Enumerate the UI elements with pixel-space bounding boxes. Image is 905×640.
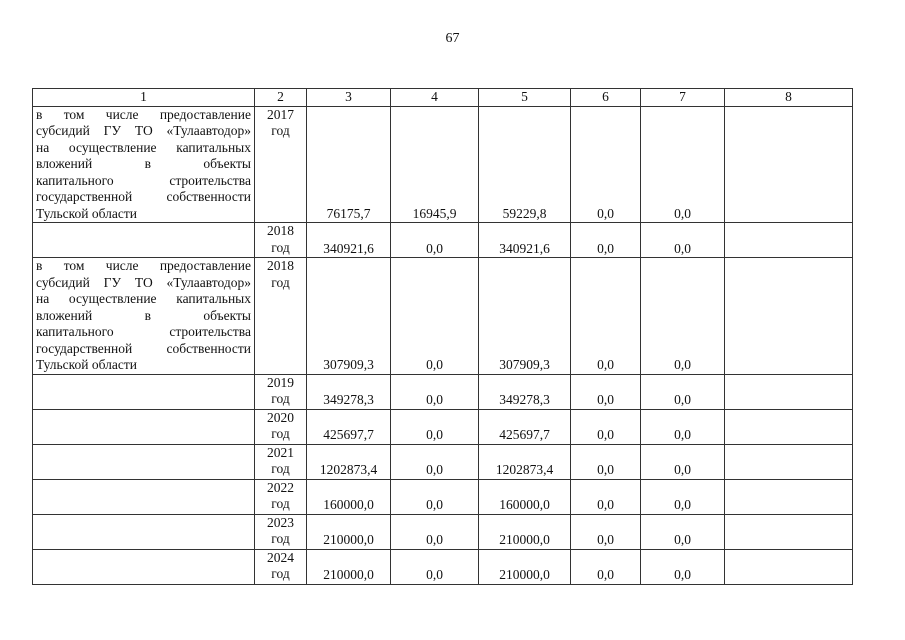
- value-cell-c6: 0,0: [571, 223, 641, 258]
- value-cell-c4: 0,0: [391, 479, 479, 514]
- column-header: 5: [479, 89, 571, 107]
- row-description-cell: [33, 106, 255, 223]
- year-word: год: [271, 531, 290, 546]
- description-line: в том числе предоставление: [36, 106, 251, 122]
- value-cell-c4: 0,0: [391, 444, 479, 479]
- column-header: 2: [255, 89, 307, 107]
- value-cell-c3: 425697,7: [307, 409, 391, 444]
- value-cell-c3: 76175,7: [307, 106, 391, 223]
- value-cell-c6: 0,0: [571, 258, 641, 375]
- year-value: 2017: [267, 106, 294, 122]
- year-value: 2020: [267, 409, 294, 425]
- value-cell-c3: 210000,0: [307, 514, 391, 549]
- year-word: год: [271, 123, 290, 138]
- table-header-row: [33, 89, 853, 107]
- value-cell-c7: 0,0: [641, 106, 725, 223]
- value-cell-c4: 0,0: [391, 374, 479, 409]
- value-cell-c5: 160000,0: [479, 479, 571, 514]
- year-word: год: [271, 391, 290, 406]
- year-word: год: [271, 566, 290, 581]
- description-line: капитального строительства: [36, 324, 251, 339]
- value-cell-c8: [725, 106, 853, 223]
- year-word: год: [271, 274, 290, 290]
- value-cell-c4: 0,0: [391, 514, 479, 549]
- row-description-cell: [33, 549, 255, 584]
- value-cell-c4: 0,0: [391, 549, 479, 584]
- table-row: [33, 374, 853, 409]
- value-cell-c4: 0,0: [391, 223, 479, 258]
- description-line: Тульской области: [36, 357, 137, 372]
- value-cell-c8: [725, 258, 853, 375]
- year-word: год: [271, 239, 290, 255]
- description-line: капитального строительства: [36, 172, 251, 188]
- value-cell-c5: 425697,7: [479, 409, 571, 444]
- value-cell-c7: 0,0: [641, 444, 725, 479]
- year-cell: [255, 409, 307, 444]
- value-cell-c4: 0,0: [391, 258, 479, 375]
- table-row: [33, 258, 853, 375]
- value-cell-c7: 0,0: [641, 374, 725, 409]
- table-row: [33, 444, 853, 479]
- value-cell-c3: 160000,0: [307, 479, 391, 514]
- page-number: 67: [445, 31, 460, 46]
- year-value: 2021: [267, 444, 294, 460]
- value-cell-c7: 0,0: [641, 258, 725, 375]
- value-cell-c6: 0,0: [571, 444, 641, 479]
- column-header: 3: [307, 89, 391, 107]
- value-cell-c3: 340921,6: [307, 223, 391, 258]
- description-line: вложений в объекты: [36, 307, 251, 323]
- value-cell-c3: 210000,0: [307, 549, 391, 584]
- value-cell-c8: [725, 514, 853, 549]
- value-cell-c5: 59229,8: [479, 106, 571, 223]
- year-cell: [255, 374, 307, 409]
- value-cell-c3: 1202873,4: [307, 444, 391, 479]
- year-value: 2018: [267, 223, 294, 238]
- table-row: [33, 223, 853, 258]
- description-line: вложений в объекты: [36, 156, 251, 171]
- value-cell-c7: 0,0: [641, 549, 725, 584]
- value-cell-c4: 0,0: [391, 409, 479, 444]
- value-cell-c6: 0,0: [571, 374, 641, 409]
- description-line: в том числе предоставление: [36, 258, 251, 273]
- value-cell-c6: 0,0: [571, 479, 641, 514]
- description-line: Тульской области: [36, 205, 137, 221]
- row-description-cell: [33, 374, 255, 409]
- year-value: 2024: [267, 549, 294, 565]
- value-cell-c7: 0,0: [641, 223, 725, 258]
- row-description-cell: [33, 223, 255, 258]
- value-cell-c5: 210000,0: [479, 549, 571, 584]
- description-line: субсидий ГУ ТО «Тулаавтодор»: [36, 123, 251, 138]
- column-header: 1: [33, 89, 255, 107]
- table-row: [33, 514, 853, 549]
- year-value: 2019: [267, 374, 294, 390]
- row-description-cell: [33, 444, 255, 479]
- column-header: 8: [725, 89, 853, 107]
- year-value: 2022: [267, 479, 294, 495]
- row-description-cell: [33, 409, 255, 444]
- value-cell-c5: 340921,6: [479, 223, 571, 258]
- table-body: [33, 106, 853, 584]
- column-header: 6: [571, 89, 641, 107]
- value-cell-c8: [725, 549, 853, 584]
- description-line: государственной собственности: [36, 340, 251, 356]
- data-table: [32, 88, 853, 585]
- year-word: год: [271, 461, 290, 476]
- value-cell-c7: 0,0: [641, 479, 725, 514]
- description-line: на осуществление капитальных: [36, 291, 251, 306]
- year-cell: [255, 223, 307, 258]
- year-value: 2023: [267, 514, 294, 530]
- table-row: [33, 409, 853, 444]
- value-cell-c5: 1202873,4: [479, 444, 571, 479]
- value-cell-c4: 16945,9: [391, 106, 479, 223]
- row-description-cell: [33, 258, 255, 375]
- value-cell-c6: 0,0: [571, 106, 641, 223]
- row-description-cell: [33, 479, 255, 514]
- year-cell: [255, 258, 307, 375]
- value-cell-c5: 210000,0: [479, 514, 571, 549]
- table-row: [33, 106, 853, 223]
- year-word: год: [271, 496, 290, 511]
- value-cell-c8: [725, 223, 853, 258]
- row-description-cell: [33, 514, 255, 549]
- value-cell-c3: 349278,3: [307, 374, 391, 409]
- year-cell: [255, 479, 307, 514]
- value-cell-c8: [725, 444, 853, 479]
- year-value: 2018: [267, 258, 294, 273]
- year-cell: [255, 549, 307, 584]
- value-cell-c7: 0,0: [641, 409, 725, 444]
- column-header: 4: [391, 89, 479, 107]
- description-line: субсидий ГУ ТО «Тулаавтодор»: [36, 274, 251, 290]
- value-cell-c5: 307909,3: [479, 258, 571, 375]
- table-row: [33, 549, 853, 584]
- year-cell: [255, 106, 307, 223]
- year-word: год: [271, 426, 290, 441]
- column-header: 7: [641, 89, 725, 107]
- value-cell-c8: [725, 374, 853, 409]
- value-cell-c6: 0,0: [571, 549, 641, 584]
- value-cell-c6: 0,0: [571, 409, 641, 444]
- value-cell-c8: [725, 409, 853, 444]
- year-cell: [255, 444, 307, 479]
- description-line: на осуществление капитальных: [36, 139, 251, 155]
- value-cell-c7: 0,0: [641, 514, 725, 549]
- value-cell-c6: 0,0: [571, 514, 641, 549]
- description-line: государственной собственности: [36, 189, 251, 204]
- table-row: [33, 479, 853, 514]
- value-cell-c5: 349278,3: [479, 374, 571, 409]
- year-cell: [255, 514, 307, 549]
- value-cell-c3: 307909,3: [307, 258, 391, 375]
- value-cell-c8: [725, 479, 853, 514]
